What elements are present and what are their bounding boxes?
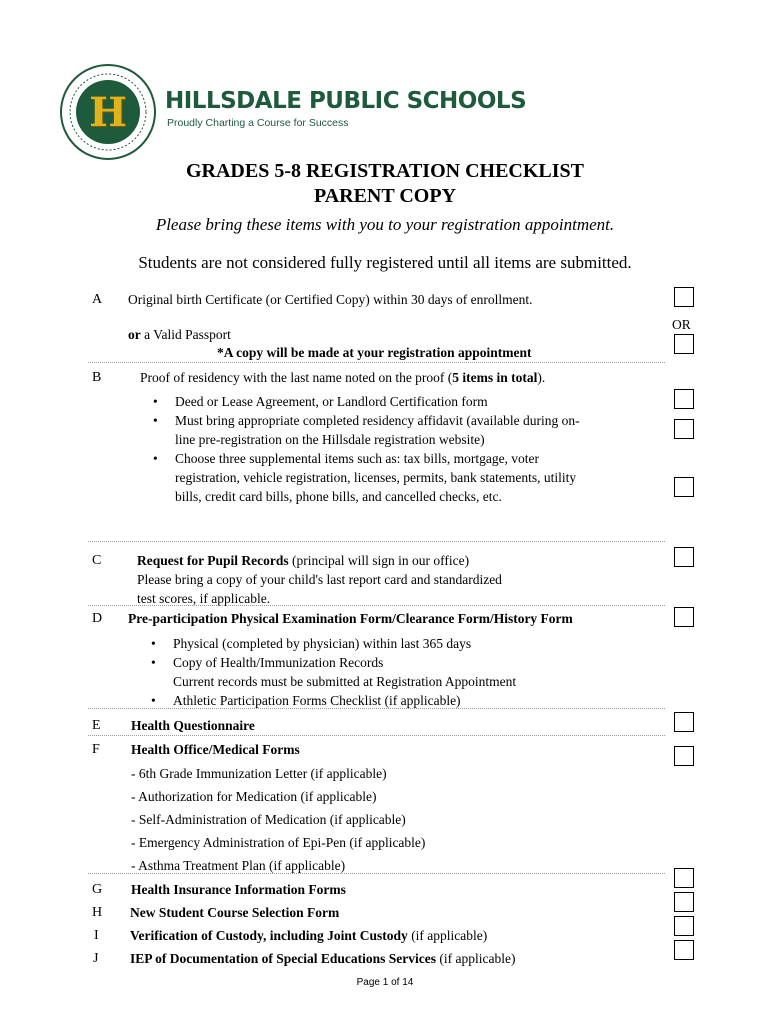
school-name: HILLSDALE PUBLIC SCHOOLS <box>165 88 527 114</box>
item-b-bullet: • Deed or Lease Agreement, or Landlord Certification form <box>175 392 488 411</box>
item-i-suffix: (if applicable) <box>407 928 488 943</box>
item-g-title: Health Insurance Information Forms <box>131 882 346 897</box>
item-e-title: Health Questionnaire <box>131 718 255 733</box>
page-number: Page 1 of 14 <box>356 977 414 988</box>
checkbox-c-pupil-records[interactable] <box>674 547 694 567</box>
item-letter-f: F <box>92 742 100 757</box>
checkbox-f-medical-forms[interactable] <box>674 746 694 766</box>
item-letter-b: B <box>92 370 102 385</box>
checkbox-j-iep[interactable] <box>674 940 694 960</box>
item-letter-c: C <box>92 553 102 568</box>
item-d-title: Pre-participation Physical Examination Form/Clearance Form/History Form <box>128 611 573 626</box>
item-a-alt-text: a Valid Passport <box>144 327 231 342</box>
item-letter-a: A <box>92 292 103 307</box>
page-subtitle-copy: PARENT COPY <box>313 185 457 207</box>
item-a-alt <box>128 325 231 344</box>
instruction-text: Please bring these items with you to your registration appointment. <box>155 215 615 234</box>
divider <box>88 362 665 363</box>
item-b-text-end: ). <box>537 370 546 385</box>
item-i-title: Verification of Custody, including Joint Custody <box>130 928 408 943</box>
item-c-line2: Please bring a copy of your child's last report card and standardized <box>137 572 502 587</box>
item-f-title: Health Office/Medical Forms <box>131 742 300 757</box>
checkbox-i-custody[interactable] <box>674 916 694 936</box>
item-letter-h: H <box>92 905 103 920</box>
divider <box>88 708 665 709</box>
checkbox-b-deed[interactable] <box>674 389 694 409</box>
item-a-alt-prefix: or <box>128 327 141 342</box>
checkbox-e-health-questionnaire[interactable] <box>674 712 694 732</box>
item-j-line <box>130 949 515 968</box>
school-seal-logo <box>60 64 156 160</box>
item-c-title-suffix: (principal will sign in our office) <box>288 553 470 568</box>
divider <box>88 541 665 542</box>
item-j-title: IEP of Documentation of Special Educations Services <box>130 951 436 966</box>
item-b-bullet: • Choose three supplemental items such as: tax bills, mortgage, voter <box>175 449 539 468</box>
item-a-copy-note: *A copy will be made at your registration appointment <box>217 345 532 360</box>
item-letter-g: G <box>92 882 103 897</box>
item-f-line: - Asthma Treatment Plan (if applicable) <box>131 858 346 873</box>
item-b-bullet-cont: line pre-registration on the Hillsdale registration website) <box>175 432 485 447</box>
item-c-title-line <box>137 551 469 570</box>
item-letter-i: I <box>94 928 99 943</box>
checkbox-b-affidavit[interactable] <box>674 419 694 439</box>
item-d-bullet: • Athletic Participation Forms Checklist (if applicable) <box>173 691 461 710</box>
seal-letter: H <box>89 88 127 136</box>
item-b-bullet: • Must bring appropriate completed residency affidavit (available during on- <box>175 411 580 430</box>
divider <box>88 873 665 874</box>
item-d-bullet-cont: Current records must be submitted at Registration Appointment <box>173 674 517 689</box>
divider <box>88 735 665 736</box>
checkbox-a-passport[interactable] <box>674 334 694 354</box>
item-h-title: New Student Course Selection Form <box>130 905 340 920</box>
item-f-line: - Emergency Administration of Epi-Pen (if applicable) <box>131 835 426 850</box>
checkbox-g-insurance[interactable] <box>674 868 694 888</box>
or-label: OR <box>672 317 691 332</box>
seal-emblem <box>76 80 140 144</box>
checkbox-d-physical[interactable] <box>674 607 694 627</box>
item-d-bullet: • Copy of Health/Immunization Records <box>173 653 383 672</box>
item-b-bullet-cont: bills, credit card bills, phone bills, and cancelled checks, etc. <box>175 489 502 504</box>
item-a-text: Original birth Certificate (or Certified Copy) within 30 days of enrollment. <box>128 292 533 307</box>
item-f-line: - 6th Grade Immunization Letter (if applicable) <box>131 766 387 781</box>
item-b-bullet-cont: registration, vehicle registration, licenses, permits, bank statements, utility <box>175 470 577 485</box>
item-f-line: - Authorization for Medication (if applicable) <box>131 789 377 804</box>
item-letter-d: D <box>92 611 103 626</box>
item-letter-j: J <box>93 951 99 966</box>
item-c-line3: test scores, if applicable. <box>137 591 271 606</box>
item-b-text-start: Proof of residency with the last name noted on the proof ( <box>140 370 453 385</box>
item-b-text <box>140 368 545 387</box>
school-tagline: Proudly Charting a Course for Success <box>167 117 349 129</box>
item-f-line: - Self-Administration of Medication (if applicable) <box>131 812 406 827</box>
registration-notice: Students are not considered fully registered until all items are submitted. <box>138 253 632 272</box>
item-d-bullet: • Physical (completed by physician) within last 365 days <box>173 634 471 653</box>
item-c-title: Request for Pupil Records <box>137 553 289 568</box>
item-j-suffix: (if applicable) <box>436 951 516 966</box>
item-letter-e: E <box>92 718 101 733</box>
checkbox-a-birth-certificate[interactable] <box>674 287 694 307</box>
checkbox-b-supplemental[interactable] <box>674 477 694 497</box>
divider <box>88 605 665 606</box>
item-b-text-bold: 5 items in total <box>452 370 538 385</box>
item-i-line <box>130 926 487 945</box>
checkbox-h-course-selection[interactable] <box>674 892 694 912</box>
page-title: GRADES 5-8 REGISTRATION CHECKLIST <box>185 160 585 182</box>
